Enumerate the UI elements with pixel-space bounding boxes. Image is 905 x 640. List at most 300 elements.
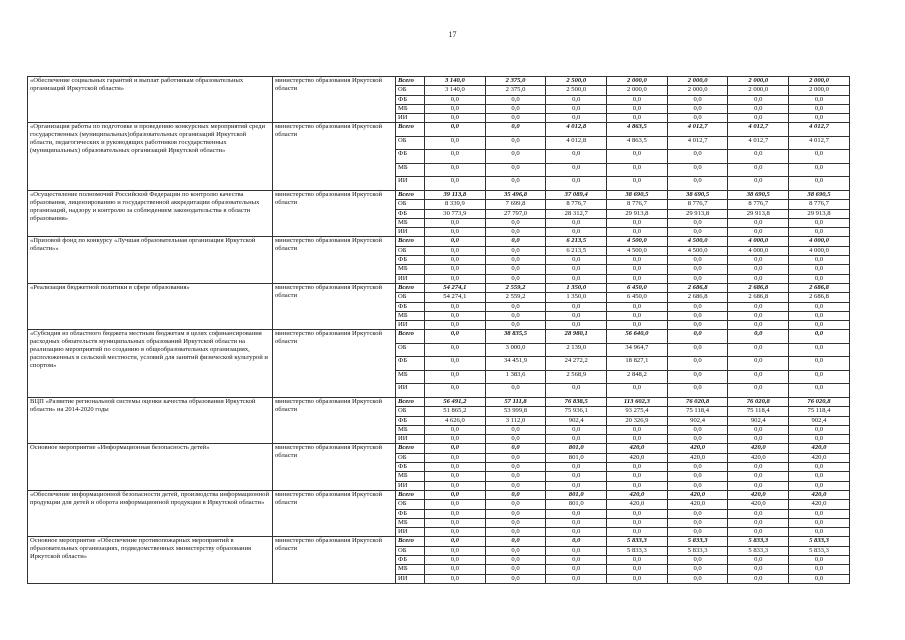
- amount-cell: 0,0: [667, 425, 728, 434]
- amount-cell: 0,0: [667, 274, 728, 283]
- amount-cell: 420,0: [789, 453, 850, 462]
- amount-cell: 0,0: [667, 163, 728, 177]
- table-row-total: [28, 237, 850, 246]
- amount-cell: 2 139,0: [546, 343, 607, 357]
- amount-cell: 8 776,7: [728, 200, 789, 209]
- amount-cell: 0,0: [607, 228, 668, 237]
- amount-cell: 37 089,4: [546, 190, 607, 199]
- amount-cell: 0,0: [789, 177, 850, 191]
- funding-source: МБ: [396, 311, 425, 320]
- amount-cell: 1 383,6: [485, 370, 546, 384]
- amount-cell: 0,0: [425, 490, 486, 499]
- amount-cell: 0,0: [485, 518, 546, 527]
- amount-cell: 0,0: [546, 537, 607, 546]
- amount-cell: 0,0: [425, 509, 486, 518]
- amount-cell: 0,0: [728, 518, 789, 527]
- amount-cell: 0,0: [789, 104, 850, 113]
- amount-cell: 0,0: [425, 177, 486, 191]
- amount-cell: 8 776,7: [789, 200, 850, 209]
- amount-cell: 420,0: [789, 444, 850, 453]
- amount-cell: 2 848,2: [607, 370, 668, 384]
- amount-cell: 4 863,5: [607, 136, 668, 150]
- amount-cell: 5 833,3: [667, 537, 728, 546]
- amount-cell: 0,0: [425, 481, 486, 490]
- amount-cell: 0,0: [667, 509, 728, 518]
- amount-cell: 0,0: [667, 463, 728, 472]
- amount-cell: 0,0: [425, 311, 486, 320]
- amount-cell: 0,0: [667, 114, 728, 123]
- amount-cell: 5 833,3: [607, 546, 668, 555]
- amount-cell: 0,0: [425, 95, 486, 104]
- amount-cell: 4 012,7: [789, 136, 850, 150]
- amount-cell: 28 980,1: [546, 330, 607, 344]
- amount-cell: 113 602,3: [607, 397, 668, 406]
- funding-source: МБ: [396, 265, 425, 274]
- funding-source: ФБ: [396, 463, 425, 472]
- amount-cell: 801,0: [546, 500, 607, 509]
- amount-cell: 27 797,0: [485, 209, 546, 218]
- funding-source: ФБ: [396, 302, 425, 311]
- funding-source: ОБ: [396, 293, 425, 302]
- amount-cell: 38 835,5: [485, 330, 546, 344]
- amount-cell: 2 000,0: [667, 86, 728, 95]
- funding-source: ИИ: [396, 274, 425, 283]
- amount-cell: 0,0: [728, 95, 789, 104]
- amount-cell: 2 686,8: [789, 293, 850, 302]
- amount-cell: 0,0: [485, 302, 546, 311]
- amount-cell: 0,0: [485, 311, 546, 320]
- amount-cell: 0,0: [425, 265, 486, 274]
- amount-cell: 4 863,5: [607, 123, 668, 137]
- amount-cell: 0,0: [425, 500, 486, 509]
- amount-cell: 0,0: [485, 265, 546, 274]
- amount-cell: 0,0: [485, 463, 546, 472]
- amount-cell: 0,0: [425, 357, 486, 371]
- amount-cell: 0,0: [728, 343, 789, 357]
- amount-cell: 0,0: [485, 453, 546, 462]
- funding-source: Всего: [396, 537, 425, 546]
- amount-cell: 5 833,3: [789, 546, 850, 555]
- amount-cell: 902,4: [789, 416, 850, 425]
- funding-source: Всего: [396, 283, 425, 292]
- amount-cell: 4 626,0: [425, 416, 486, 425]
- amount-cell: 6 450,0: [607, 293, 668, 302]
- amount-cell: 0,0: [425, 114, 486, 123]
- activity-name: «Реализация бюджетной политики в сфере образования»: [28, 283, 273, 329]
- amount-cell: 0,0: [425, 343, 486, 357]
- amount-cell: 0,0: [728, 163, 789, 177]
- amount-cell: 0,0: [485, 228, 546, 237]
- funding-source: МБ: [396, 370, 425, 384]
- amount-cell: 0,0: [425, 528, 486, 537]
- amount-cell: 0,0: [667, 472, 728, 481]
- amount-cell: 38 690,5: [728, 190, 789, 199]
- amount-cell: 0,0: [789, 435, 850, 444]
- amount-cell: 0,0: [789, 163, 850, 177]
- amount-cell: 0,0: [728, 274, 789, 283]
- amount-cell: 0,0: [546, 555, 607, 564]
- amount-cell: 0,0: [667, 218, 728, 227]
- amount-cell: 0,0: [728, 425, 789, 434]
- responsible-org: министерство образования Иркутской области: [273, 444, 396, 490]
- amount-cell: 34 451,9: [485, 357, 546, 371]
- funding-source: МБ: [396, 163, 425, 177]
- amount-cell: 0,0: [728, 574, 789, 583]
- amount-cell: 8 776,7: [546, 200, 607, 209]
- amount-cell: 3 140,0: [425, 86, 486, 95]
- amount-cell: 5 833,3: [728, 546, 789, 555]
- amount-cell: 76 020,8: [728, 397, 789, 406]
- responsible-org: министерство образования Иркутской области: [273, 123, 396, 191]
- amount-cell: 0,0: [546, 256, 607, 265]
- table-row-total: [28, 77, 850, 86]
- funding-source: ИИ: [396, 114, 425, 123]
- amount-cell: 0,0: [789, 509, 850, 518]
- funding-source: Всего: [396, 123, 425, 137]
- amount-cell: 0,0: [607, 463, 668, 472]
- amount-cell: 0,0: [425, 453, 486, 462]
- funding-source: ФБ: [396, 509, 425, 518]
- page-number: 17: [448, 30, 457, 39]
- amount-cell: 56 491,2: [425, 397, 486, 406]
- amount-cell: 0,0: [546, 481, 607, 490]
- amount-cell: 2 686,8: [667, 293, 728, 302]
- amount-cell: 0,0: [485, 95, 546, 104]
- amount-cell: 0,0: [728, 302, 789, 311]
- funding-source: ИИ: [396, 384, 425, 398]
- amount-cell: 6 213,5: [546, 237, 607, 246]
- amount-cell: 0,0: [546, 311, 607, 320]
- amount-cell: 7 699,8: [485, 200, 546, 209]
- amount-cell: 0,0: [607, 425, 668, 434]
- amount-cell: 0,0: [728, 228, 789, 237]
- amount-cell: 0,0: [789, 114, 850, 123]
- funding-source: Всего: [396, 237, 425, 246]
- amount-cell: 0,0: [789, 218, 850, 227]
- amount-cell: 0,0: [607, 574, 668, 583]
- amount-cell: 2 000,0: [789, 86, 850, 95]
- amount-cell: 1 350,0: [546, 283, 607, 292]
- amount-cell: 0,0: [667, 95, 728, 104]
- amount-cell: 0,0: [789, 321, 850, 330]
- amount-cell: 0,0: [789, 370, 850, 384]
- activity-name: «Обеспечение информационной безопасности детей, производства информационной продукции для детей и оборота информационной продукции в Иркутской области»: [28, 490, 273, 536]
- amount-cell: 0,0: [425, 256, 486, 265]
- amount-cell: 0,0: [789, 384, 850, 398]
- activity-name: «Призовой фонд по конкурсу «Лучшая образовательная организация Иркутской области»»: [28, 237, 273, 283]
- funding-source: ОБ: [396, 453, 425, 462]
- table-row-total: [28, 444, 850, 453]
- amount-cell: 4 012,7: [667, 123, 728, 137]
- amount-cell: 420,0: [667, 500, 728, 509]
- funding-source: МБ: [396, 472, 425, 481]
- amount-cell: 0,0: [546, 435, 607, 444]
- amount-cell: 2 000,0: [607, 86, 668, 95]
- amount-cell: 0,0: [546, 518, 607, 527]
- amount-cell: 0,0: [546, 528, 607, 537]
- activity-name: «Осуществление полномочий Российской Федерации по контролю качества образования, лицензированию и государственной аккредитации образовательных организаций, надзору и контролю за соблюдением законодательства в области образования»: [28, 190, 273, 236]
- amount-cell: 0,0: [789, 518, 850, 527]
- funding-source: ОБ: [396, 546, 425, 555]
- amount-cell: 0,0: [607, 481, 668, 490]
- amount-cell: 0,0: [728, 265, 789, 274]
- amount-cell: 0,0: [728, 357, 789, 371]
- amount-cell: 0,0: [425, 472, 486, 481]
- amount-cell: 0,0: [607, 163, 668, 177]
- amount-cell: 35 496,8: [485, 190, 546, 199]
- amount-cell: 0,0: [546, 509, 607, 518]
- amount-cell: 0,0: [546, 546, 607, 555]
- amount-cell: 0,0: [667, 528, 728, 537]
- responsible-org: министерство образования Иркутской области: [273, 190, 396, 236]
- amount-cell: 2 559,2: [485, 293, 546, 302]
- amount-cell: 801,0: [546, 453, 607, 462]
- budget-table: [27, 76, 850, 584]
- amount-cell: 0,0: [728, 472, 789, 481]
- amount-cell: 0,0: [485, 425, 546, 434]
- amount-cell: 2 500,0: [546, 86, 607, 95]
- table-row-total: [28, 330, 850, 344]
- amount-cell: 0,0: [485, 104, 546, 113]
- amount-cell: 0,0: [485, 555, 546, 564]
- funding-source: ОБ: [396, 407, 425, 416]
- amount-cell: 0,0: [546, 425, 607, 434]
- amount-cell: 0,0: [485, 321, 546, 330]
- amount-cell: 0,0: [789, 302, 850, 311]
- amount-cell: 75 118,4: [789, 407, 850, 416]
- amount-cell: 420,0: [789, 500, 850, 509]
- amount-cell: 4 000,0: [789, 237, 850, 246]
- amount-cell: 0,0: [485, 384, 546, 398]
- amount-cell: 2 686,8: [728, 293, 789, 302]
- amount-cell: 0,0: [546, 574, 607, 583]
- funding-source: ФБ: [396, 357, 425, 371]
- funding-source: МБ: [396, 104, 425, 113]
- amount-cell: 0,0: [667, 384, 728, 398]
- amount-cell: 0,0: [425, 444, 486, 453]
- amount-cell: 1 350,0: [546, 293, 607, 302]
- amount-cell: 0,0: [667, 370, 728, 384]
- amount-cell: 0,0: [607, 150, 668, 164]
- amount-cell: 0,0: [546, 565, 607, 574]
- funding-source: ФБ: [396, 95, 425, 104]
- amount-cell: 24 272,2: [546, 357, 607, 371]
- amount-cell: 38 690,5: [667, 190, 728, 199]
- amount-cell: 0,0: [425, 565, 486, 574]
- amount-cell: 0,0: [425, 537, 486, 546]
- amount-cell: 420,0: [667, 444, 728, 453]
- amount-cell: 56 640,0: [607, 330, 668, 344]
- amount-cell: 0,0: [425, 435, 486, 444]
- amount-cell: 0,0: [485, 565, 546, 574]
- amount-cell: 0,0: [789, 95, 850, 104]
- amount-cell: 0,0: [546, 114, 607, 123]
- amount-cell: 0,0: [546, 321, 607, 330]
- amount-cell: 0,0: [789, 472, 850, 481]
- amount-cell: 0,0: [546, 228, 607, 237]
- amount-cell: 0,0: [789, 330, 850, 344]
- amount-cell: 51 865,2: [425, 407, 486, 416]
- amount-cell: 0,0: [607, 435, 668, 444]
- amount-cell: 0,0: [425, 274, 486, 283]
- amount-cell: 29 913,8: [667, 209, 728, 218]
- amount-cell: 0,0: [607, 265, 668, 274]
- amount-cell: 0,0: [485, 490, 546, 499]
- amount-cell: 54 274,1: [425, 283, 486, 292]
- amount-cell: 0,0: [485, 256, 546, 265]
- funding-source: ОБ: [396, 246, 425, 255]
- funding-source: Всего: [396, 490, 425, 499]
- amount-cell: 801,0: [546, 490, 607, 499]
- amount-cell: 0,0: [425, 384, 486, 398]
- amount-cell: 420,0: [607, 500, 668, 509]
- amount-cell: 2 375,0: [485, 77, 546, 86]
- amount-cell: 0,0: [425, 555, 486, 564]
- amount-cell: 0,0: [425, 163, 486, 177]
- amount-cell: 0,0: [546, 463, 607, 472]
- amount-cell: 0,0: [789, 256, 850, 265]
- amount-cell: 54 274,1: [425, 293, 486, 302]
- amount-cell: 0,0: [667, 104, 728, 113]
- amount-cell: 0,0: [607, 555, 668, 564]
- funding-source: ОБ: [396, 500, 425, 509]
- amount-cell: 4 012,8: [546, 123, 607, 137]
- amount-cell: 0,0: [667, 357, 728, 371]
- amount-cell: 0,0: [607, 104, 668, 113]
- amount-cell: 902,4: [728, 416, 789, 425]
- responsible-org: министерство образования Иркутской области: [273, 330, 396, 398]
- amount-cell: 76 020,8: [667, 397, 728, 406]
- amount-cell: 0,0: [485, 136, 546, 150]
- amount-cell: 0,0: [667, 311, 728, 320]
- amount-cell: 0,0: [485, 237, 546, 246]
- funding-source: ИИ: [396, 228, 425, 237]
- amount-cell: 0,0: [485, 218, 546, 227]
- funding-source: Всего: [396, 397, 425, 406]
- table-row-total: [28, 190, 850, 199]
- table-row-total: [28, 537, 850, 546]
- amount-cell: 0,0: [728, 528, 789, 537]
- amount-cell: 0,0: [789, 528, 850, 537]
- amount-cell: 0,0: [607, 256, 668, 265]
- amount-cell: 3 112,0: [485, 416, 546, 425]
- amount-cell: 0,0: [425, 546, 486, 555]
- amount-cell: 0,0: [789, 311, 850, 320]
- amount-cell: 0,0: [485, 163, 546, 177]
- funding-source: ОБ: [396, 86, 425, 95]
- amount-cell: 8 776,7: [607, 200, 668, 209]
- amount-cell: 0,0: [485, 472, 546, 481]
- amount-cell: 0,0: [485, 246, 546, 255]
- amount-cell: 0,0: [546, 302, 607, 311]
- amount-cell: 0,0: [728, 509, 789, 518]
- amount-cell: 29 913,8: [607, 209, 668, 218]
- amount-cell: 4 000,0: [728, 237, 789, 246]
- amount-cell: 0,0: [728, 384, 789, 398]
- amount-cell: 0,0: [485, 150, 546, 164]
- amount-cell: 6 450,0: [607, 283, 668, 292]
- amount-cell: 420,0: [607, 444, 668, 453]
- table-row-total: [28, 283, 850, 292]
- amount-cell: 75 118,4: [667, 407, 728, 416]
- amount-cell: 5 833,3: [667, 546, 728, 555]
- amount-cell: 6 213,5: [546, 246, 607, 255]
- table-row-total: [28, 123, 850, 137]
- amount-cell: 29 913,8: [728, 209, 789, 218]
- amount-cell: 0,0: [667, 574, 728, 583]
- amount-cell: 0,0: [667, 302, 728, 311]
- amount-cell: 0,0: [546, 177, 607, 191]
- responsible-org: министерство образования Иркутской области: [273, 537, 396, 583]
- amount-cell: 0,0: [425, 302, 486, 311]
- amount-cell: 0,0: [425, 321, 486, 330]
- amount-cell: 0,0: [485, 444, 546, 453]
- amount-cell: 801,0: [546, 444, 607, 453]
- amount-cell: 0,0: [789, 481, 850, 490]
- amount-cell: 0,0: [789, 357, 850, 371]
- amount-cell: 34 964,7: [607, 343, 668, 357]
- amount-cell: 4 012,7: [728, 123, 789, 137]
- amount-cell: 0,0: [789, 265, 850, 274]
- amount-cell: 0,0: [667, 518, 728, 527]
- amount-cell: 0,0: [425, 574, 486, 583]
- amount-cell: 4 000,0: [728, 246, 789, 255]
- amount-cell: 0,0: [425, 228, 486, 237]
- funding-source: ФБ: [396, 209, 425, 218]
- activity-name: Основное мероприятие «Обеспечение противопожарных мероприятий в образовательных организациях, подведомственных министерству образования Иркутской области»: [28, 537, 273, 583]
- amount-cell: 2 568,9: [546, 370, 607, 384]
- amount-cell: 0,0: [789, 343, 850, 357]
- amount-cell: 0,0: [667, 481, 728, 490]
- amount-cell: 29 913,8: [789, 209, 850, 218]
- amount-cell: 2 000,0: [667, 77, 728, 86]
- amount-cell: 0,0: [485, 546, 546, 555]
- amount-cell: 420,0: [667, 453, 728, 462]
- amount-cell: 93 275,4: [607, 407, 668, 416]
- amount-cell: 2 000,0: [789, 77, 850, 86]
- funding-source: ИИ: [396, 435, 425, 444]
- amount-cell: 20 326,9: [607, 416, 668, 425]
- amount-cell: 0,0: [728, 481, 789, 490]
- amount-cell: 0,0: [485, 435, 546, 444]
- amount-cell: 8 339,9: [425, 200, 486, 209]
- amount-cell: 18 827,1: [607, 357, 668, 371]
- amount-cell: 0,0: [425, 370, 486, 384]
- amount-cell: 0,0: [425, 123, 486, 137]
- responsible-org: министерство образования Иркутской области: [273, 237, 396, 283]
- funding-source: ФБ: [396, 416, 425, 425]
- amount-cell: 0,0: [425, 518, 486, 527]
- amount-cell: 420,0: [789, 490, 850, 499]
- amount-cell: 0,0: [546, 163, 607, 177]
- amount-cell: 4 012,7: [789, 123, 850, 137]
- amount-cell: 0,0: [485, 509, 546, 518]
- amount-cell: 0,0: [546, 95, 607, 104]
- funding-source: ФБ: [396, 256, 425, 265]
- funding-source: ФБ: [396, 150, 425, 164]
- amount-cell: 0,0: [425, 104, 486, 113]
- amount-cell: 53 999,8: [485, 407, 546, 416]
- amount-cell: 0,0: [546, 218, 607, 227]
- amount-cell: 0,0: [425, 463, 486, 472]
- amount-cell: 0,0: [607, 565, 668, 574]
- amount-cell: 0,0: [425, 136, 486, 150]
- amount-cell: 0,0: [607, 177, 668, 191]
- amount-cell: 0,0: [425, 150, 486, 164]
- funding-source: ОБ: [396, 343, 425, 357]
- amount-cell: 76 020,8: [789, 397, 850, 406]
- amount-cell: 0,0: [607, 518, 668, 527]
